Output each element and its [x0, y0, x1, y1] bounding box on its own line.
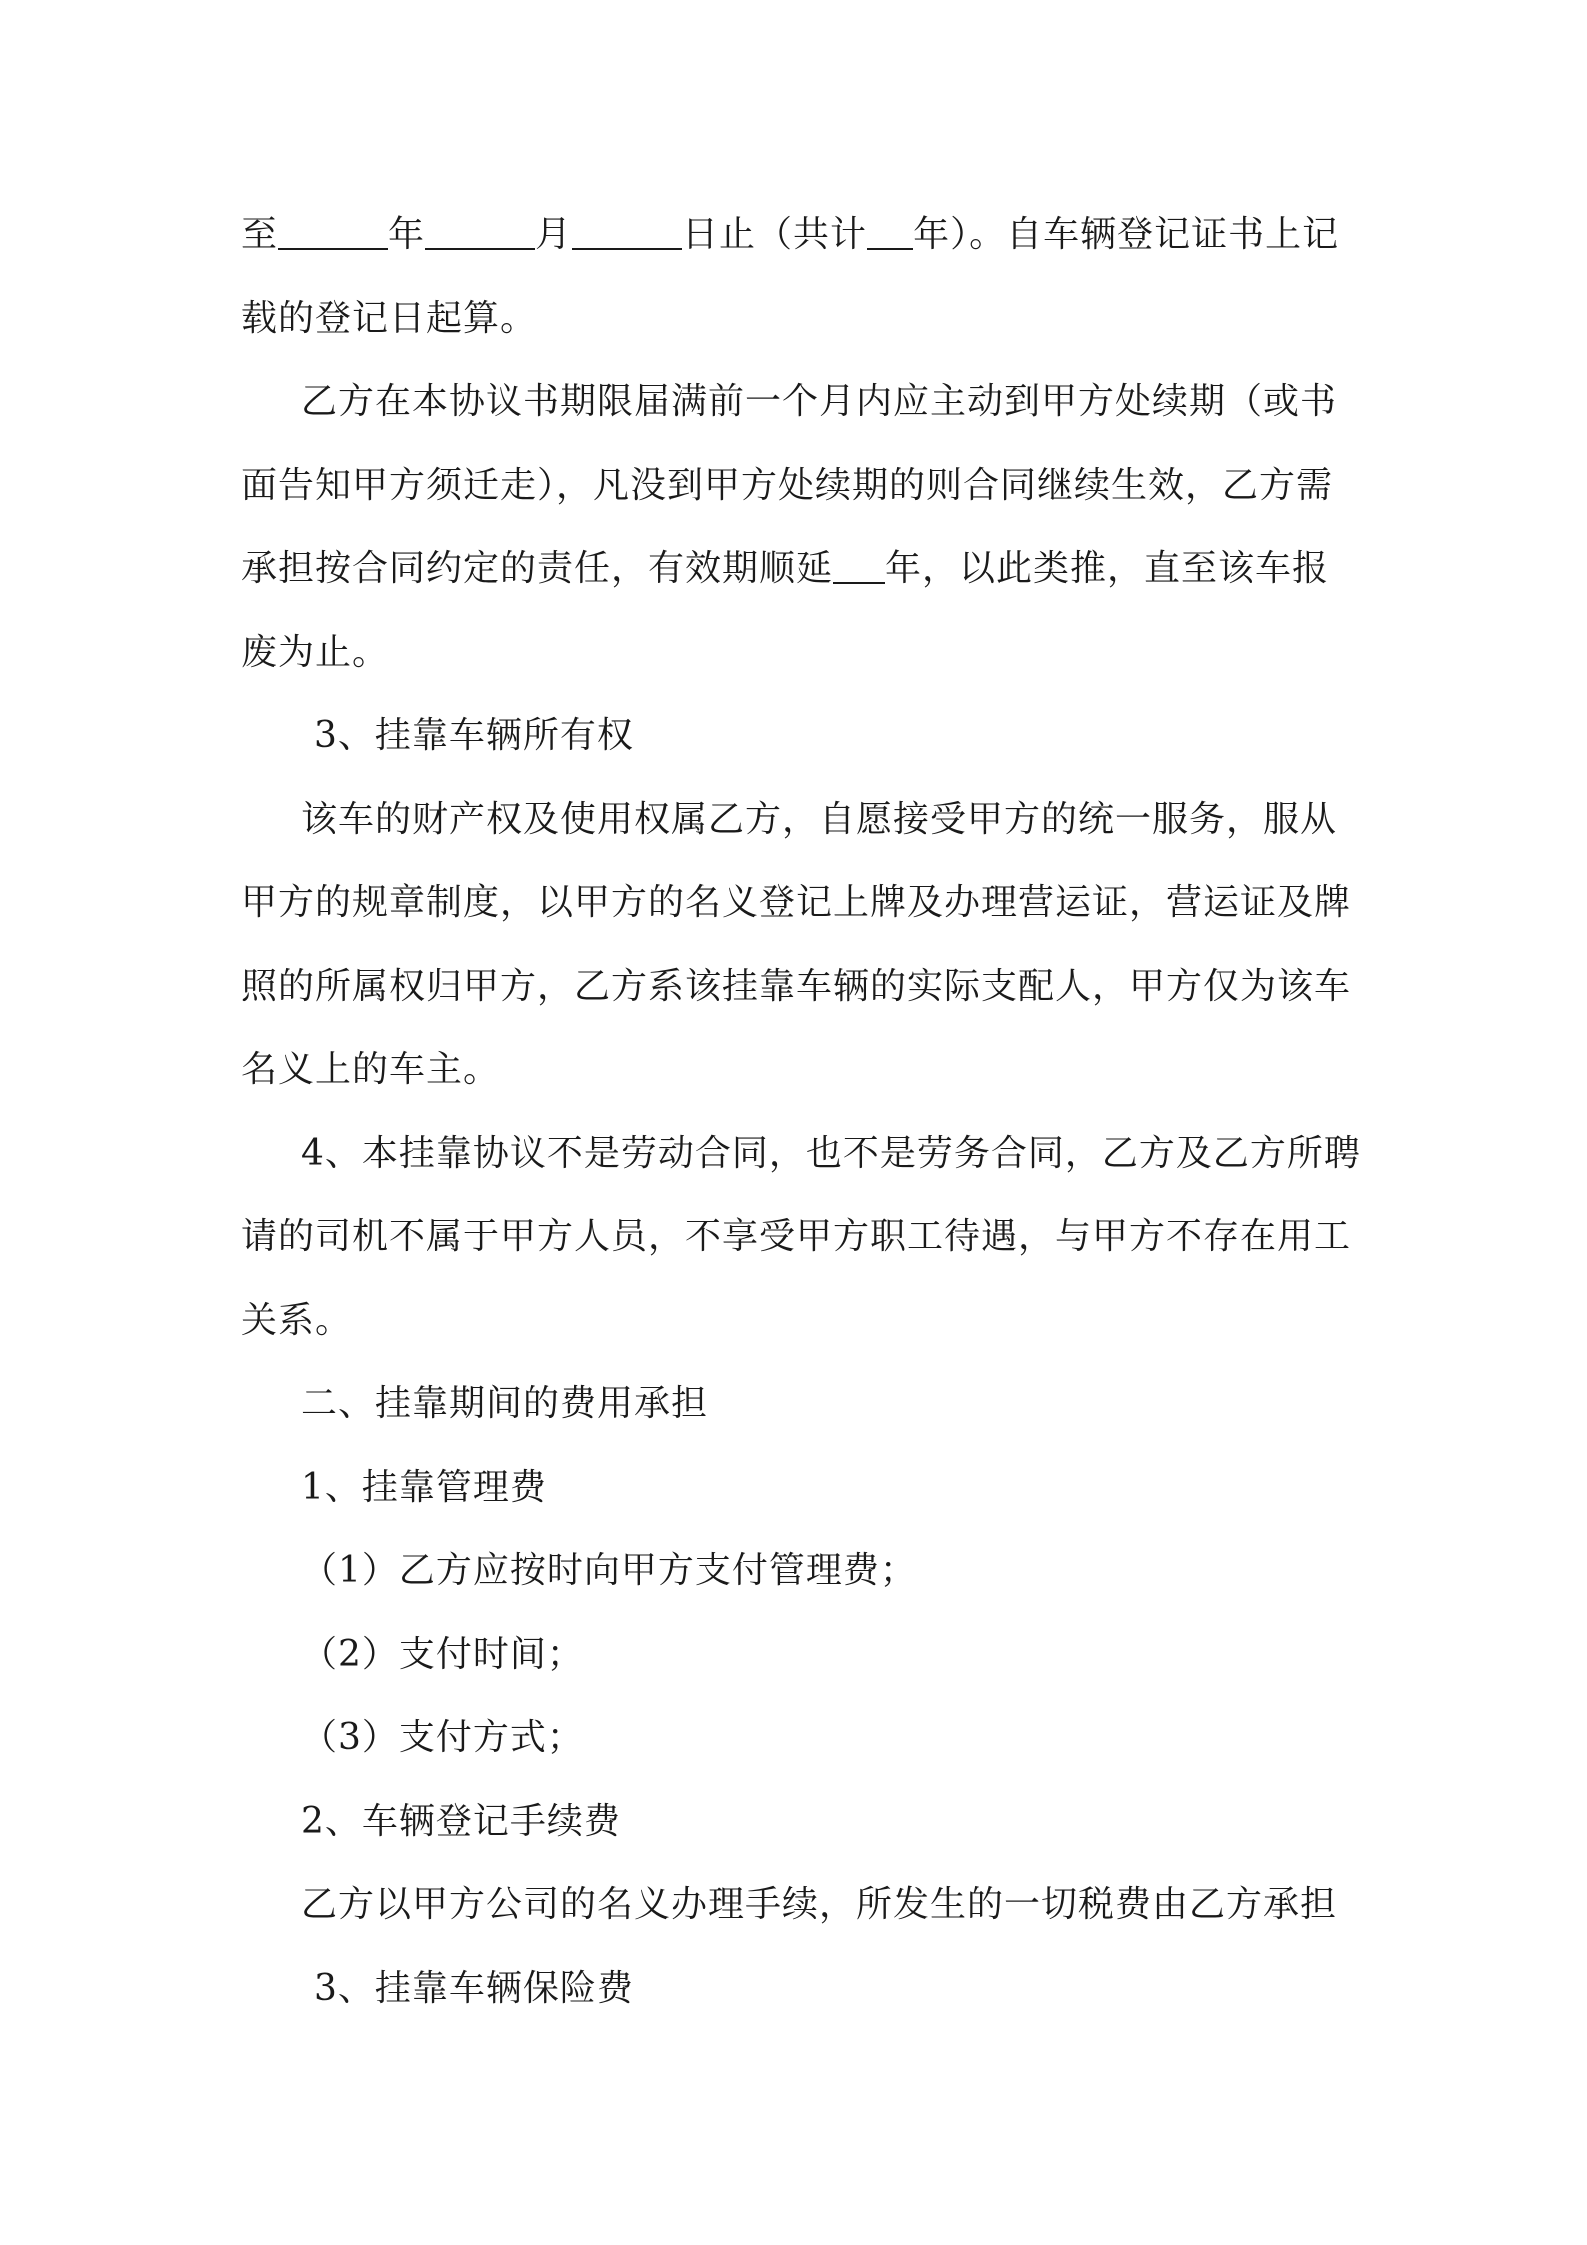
total-years-blank — [867, 210, 913, 250]
paragraph-line: 载的登记日起算。 — [241, 298, 538, 339]
paragraph-line: 该车的财产权及使用权属乙方，自愿接受甲方的统一服务，服从 — [301, 799, 1338, 840]
list-item: （1）乙方应按时向甲方支付管理费； — [301, 1550, 917, 1591]
paragraph-line: 甲方的规章制度，以甲方的名义登记上牌及办理营运证，营运证及牌 — [241, 882, 1352, 923]
section-heading: 3、挂靠车辆保险费 — [314, 1968, 634, 2009]
section-heading: 2、车辆登记手续费 — [301, 1801, 621, 1842]
paragraph-line: 4、本挂靠协议不是劳动合同，也不是劳务合同，乙方及乙方所聘 — [301, 1133, 1361, 1174]
paragraph-line: 乙方以甲方公司的名义办理手续，所发生的一切税费由乙方承担 — [301, 1884, 1338, 1925]
paragraph-line: 名义上的车主。 — [241, 1049, 501, 1090]
list-item: （3）支付方式； — [301, 1717, 584, 1758]
list-item: （2）支付时间； — [301, 1634, 584, 1675]
section-heading: 1、挂靠管理费 — [301, 1467, 547, 1508]
extension-line: 承担按合同约定的责任，有效期顺延 年，以此类推，直至该车报 — [241, 541, 1361, 597]
year-blank — [278, 210, 388, 250]
paragraph-line: 照的所属权归甲方，乙方系该挂靠车辆的实际支配人，甲方仅为该车 — [241, 966, 1352, 1007]
section-heading: 二、挂靠期间的费用承担 — [301, 1383, 709, 1424]
day-blank — [572, 210, 682, 250]
paragraph-line: 废为止。 — [241, 632, 390, 673]
paragraph-line: 乙方在本协议书期限届满前一个月内应主动到甲方处续期（或书 — [301, 381, 1338, 422]
paragraph-line: 关系。 — [241, 1300, 353, 1341]
paragraph-line: 面告知甲方须迁走），凡没到甲方处续期的则合同继续生效，乙方需 — [241, 465, 1334, 506]
period-line: 至 年 月 日止（共计 年）。自车辆登记证书上记 — [241, 207, 1361, 263]
extension-years-blank — [833, 544, 885, 584]
section-heading: 3、挂靠车辆所有权 — [314, 715, 634, 756]
month-blank — [425, 210, 535, 250]
paragraph-line: 请的司机不属于甲方人员，不享受甲方职工待遇，与甲方不存在用工 — [241, 1216, 1352, 1257]
